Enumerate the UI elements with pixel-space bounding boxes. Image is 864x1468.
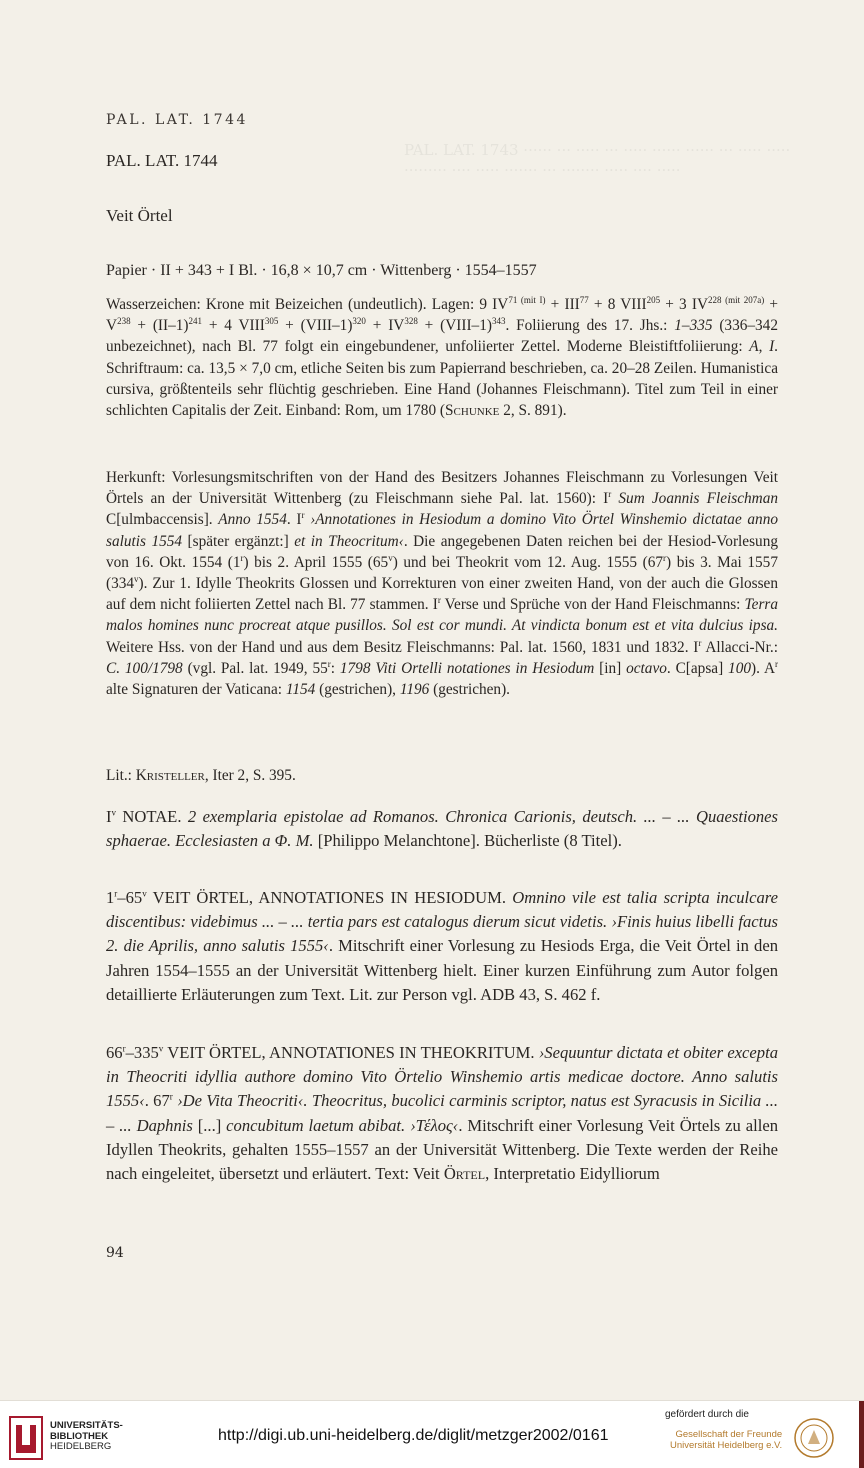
author-heading: Veit Örtel	[106, 206, 173, 225]
contents-entry-notae: $I^v$ NOTAE. 2 exemplaria epistolae ad Romanos. Chronica Carionis, deutsch. ... – ... Quaestiones sphaerae. Ecclesiasten a Φ. M. [Philippo Melanchtone]. Bücherliste (8 Titel).	[106, 807, 778, 851]
society-name: Gesellschaft der Freunde Universität Heidelberg e.V.	[670, 1429, 783, 1451]
edge-bar	[859, 1401, 864, 1468]
codicology-paragraph: Wasserzeichen: Krone mit Beizeichen (undeutlich). Lagen: 9 $IV^{71 (mit I)} + III^{77} + 8$ $VIII^{205} + 3$ $IV^{228 (mit 207a)} + V^{238} + (II-1)^{241} + 4$ $VIII^{305}$ + (VIII–1)$^{320}$ + $IV^{328}$ + (VIII–1)$^{343}$. Foliierung des 17. Jhs.: 1–335 (336–342 unbezeichnet), nach Bl. 77 folgt ein eingebundener, unfoliierter Zettel. Moderne Bleistiftfoliierung: A, I. Schriftraum: ca. 13,5 × 7,0 cm, etliche Seiten bis zum Papierrand beschrieben, ca. 20–28 Zeilen. Humanistica cursiva, größtenteils sehr flüchtig geschrieben. Eine Hand (Johannes Fleischmann). Titel zum Teil in einer schlichten Capitalis der Zeit. Einband: Rom, um 1780 (Schunke 2, S. 891).	[106, 294, 778, 420]
literature-line: Lit.: Kristeller, Iter 2, S. 395.	[106, 767, 296, 784]
footer-bar	[0, 1400, 864, 1468]
page-number: 94	[106, 1245, 124, 1261]
society-seal-icon	[793, 1417, 835, 1459]
physical-description: Papier · II + 343 + I Bl. · 16,8 × 10,7 cm · Wittenberg · 1554–1557	[106, 262, 537, 279]
contents-entry-theokrit: 66$^r$–335$^v$ VEIT ÖRTEL, ANNOTATIONES IN THEOKRITUM. ›Sequuntur dictata et obiter excepta in Theocriti idyllia authore domino Vito Örtelio Winshemio artis medicae doctore. Anno salutis 1555‹. 67$^r$ ›De Vita Theocriti‹. Theocritus, bucolici carminis scriptor, natus est Syracusis in Sicilia ... – ... Daphnis [...] concubitum laetum abibat. ›Τέλος‹. Mitschrift einer Vorlesung Veit Örtels zu allen Idyllen Theokrits, gehalten 1555–1557 an der Universität Wittenberg. Die Texte werden der Reihe nach eingeleitet, übersetzt und erläutert. Text: Veit Örtel, Interpretatio Eidylliorum	[106, 1043, 779, 1184]
provenance-paragraph: Herkunft: Vorlesungsmitschriften von der Hand des Besitzers Johannes Fleischmann zu Vorlesungen Veit Örtels an der Universität Wittenberg (zu Fleischmann siehe Pal. lat. 1560): $I^r$ Sum Joannis Fleischman C[ulmbaccensis]. Anno 1554. $I^r$ ›Annotationes in Hesiodum a domino Vito Örtel Winshemio dictatae anno salutis 1554 [später ergänzt:] et in Theocritum‹. Die angegebenen Daten reichen bei der Hesiod-Vorlesung von 16. Okt. 1554 (1$^r$) bis 2. April 1555 (65$^v$) und bei Theokrit vom 12. Aug. 1555 (67$^r$) bis 3. Mai 1557 (334$^v$). Zur 1. Idylle Theokrits Glossen und Korrekturen von einer zweiten Hand, von der auch die Glossen auf dem nicht foliierten Zettel nach Bl. 77 stammen. $I^r$ Verse und Sprüche von der Hand Fleischmanns: Terra malos homines nunc procreat atque pusillos. Sol est cor mundi. At vindicta bonum est et vita dulcius ipsa. Weitere Hss. von der Hand und aus dem Besitz Fleischmanns: Pal. lat. 1560, 1831 und 1832. $I^r$ Allacci-Nr.: C. 100/1798 (vgl. Pal. lat. 1949, 55$^r$: 1798 Viti Ortelli notationes in Hesiodum [in] octavo. C[apsa] 100). $A^r$ alte Signaturen der Vaticana: 1154 (gestrichen), 1196 (gestrichen).	[106, 469, 779, 699]
sponsor-label: gefördert durch die	[665, 1409, 749, 1420]
shelfmark-heading: PAL. LAT. 1744	[106, 151, 218, 170]
university-library-logo-icon	[8, 1415, 44, 1461]
contents-entry-hesiod: 1$^r$–65$^v$ VEIT ÖRTEL, ANNOTATIONES IN HESIODUM. Omnino vile est talia scripta inculcare discentibus: videbimus ... – ... tertia pars est catalogus dierum sicut videtis. ›Finis huius libelli factus 2. die Aprilis, anno salutis 1555‹. Mitschrift einer Vorlesung zu Hesiods Erga, die Veit Örtel in den Jahren 1554–1555 an der Universität Wittenberg hielt. Einer kurzen Einführung zum Autor folgen detaillierte Erläuterungen zum Text. Lit. zur Person vgl. ADB 43, S. 462 f.	[106, 888, 778, 1004]
bleed-through-text: PAL. LAT. 1743 ······ ··· ····· ··· ····· ······ ······ ··· ····· ····· ········· ···· ····· ······· ··· ········ ····· ···· ·····	[404, 141, 791, 179]
running-head: PAL. LAT. 1744	[106, 112, 248, 128]
permalink-url[interactable]: http://digi.ub.uni-heidelberg.de/diglit/metzger2002/0161	[218, 1427, 609, 1444]
library-name: UNIVERSITÄTS- BIBLIOTHEK HEIDELBERG	[50, 1420, 123, 1452]
